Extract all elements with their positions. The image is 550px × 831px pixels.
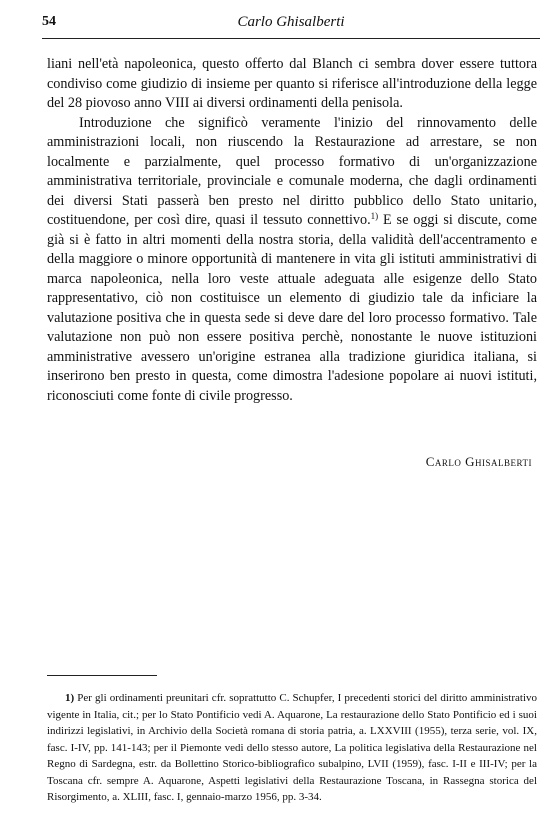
body-text [47, 55, 537, 406]
header-rule [42, 38, 540, 39]
paragraph-1: liani nell'età napoleonica, questo offerto dal Blanch ci sembra dover essere tuttora condiviso come giudizio di insieme per quanto si riferisce all'introduzione della legge del 28 piovoso anno VIII ai diversi ordinamenti della penisola. [47, 56, 537, 111]
running-head: Carlo Ghisalberti [237, 14, 345, 30]
author-signature: Carlo Ghisalberti [425, 454, 532, 469]
paragraph-2 [47, 114, 537, 407]
page-number: 54 [42, 14, 56, 29]
footnote-text: Per gli ordinamenti preunitari cfr. soprattutto C. Schupfer, I precedenti storici del diritto amministrativo vigente in Italia, cit.; per lo Stato Pontificio vedi A. Aquarone, La restaurazione dello Stato Pontificio ed i suoi indirizzi legislativi, in Archivio della Società romana di storia patria, a. LXXVIII (1955), terza serie, vol. IX, fasc. I-IV, pp. 141-143; per il Piemonte vedi dello stesso autore, La politica legislativa della Restaurazione nel Regno di Sardegna, estr. da Bollettino Storico-bibliografico subalpino, LVII (1959), fasc. I-II e III-IV; per la Toscana cfr. sempre A. Aquarone, Aspetti legislativi della Restaurazione Toscana, in Rassegna storica del Risorgimento, a. XLIII, fasc. I, gennaio-marzo 1956, pp. 3-34. [47, 692, 537, 803]
footnote-rule [47, 675, 157, 676]
footnotes [47, 690, 537, 806]
footnote-reference[interactable]: 1) [370, 211, 379, 221]
footnote-1 [47, 690, 537, 806]
paragraph-2-part-1: Introduzione che significò veramente l'inizio del rinnovamento delle amministrazioni locali, non riuscendo la Restaurazione ad arrestare, se non localmente e parzialmente, quel processo formativo di un'organizzazione amministrativa territoriale, provinciale e comunale moderna, che dagli ordinamenti dei diversi Stati passerà ben presto nel diritto pubblico dello Stato unitario, costituendone, per così dire, quasi il tessuto connettivo. [47, 114, 537, 228]
footnote-mark: 1) [65, 692, 75, 704]
page-header [42, 12, 540, 36]
paragraph-2-part-2: E se oggi si discute, come già si è fatto in altri momenti della nostra storia, della validità dell'accentramento e della maggiore o minore opportunità di mantenere in vita gli istituti amministrativi di marca napoleonica, nella loro veste attuale adeguata alle esigenze dello Stato rappresentativo, ciò non costituisce un elemento di giudizio tale da inficiare la valutazione positiva che in questa sede si deve dare del loro processo formativo. Tale valutazione non può non essere positiva perchè, nonostante le nuove istituzioni amministrative avessero un'origine estranea alla tradizione giuridica italiana, si inserirono ben presto in questa, come dimostra l'adesione popolare ai nuovi istituti, riconosciuti come fonte di civile progresso. [47, 212, 537, 404]
